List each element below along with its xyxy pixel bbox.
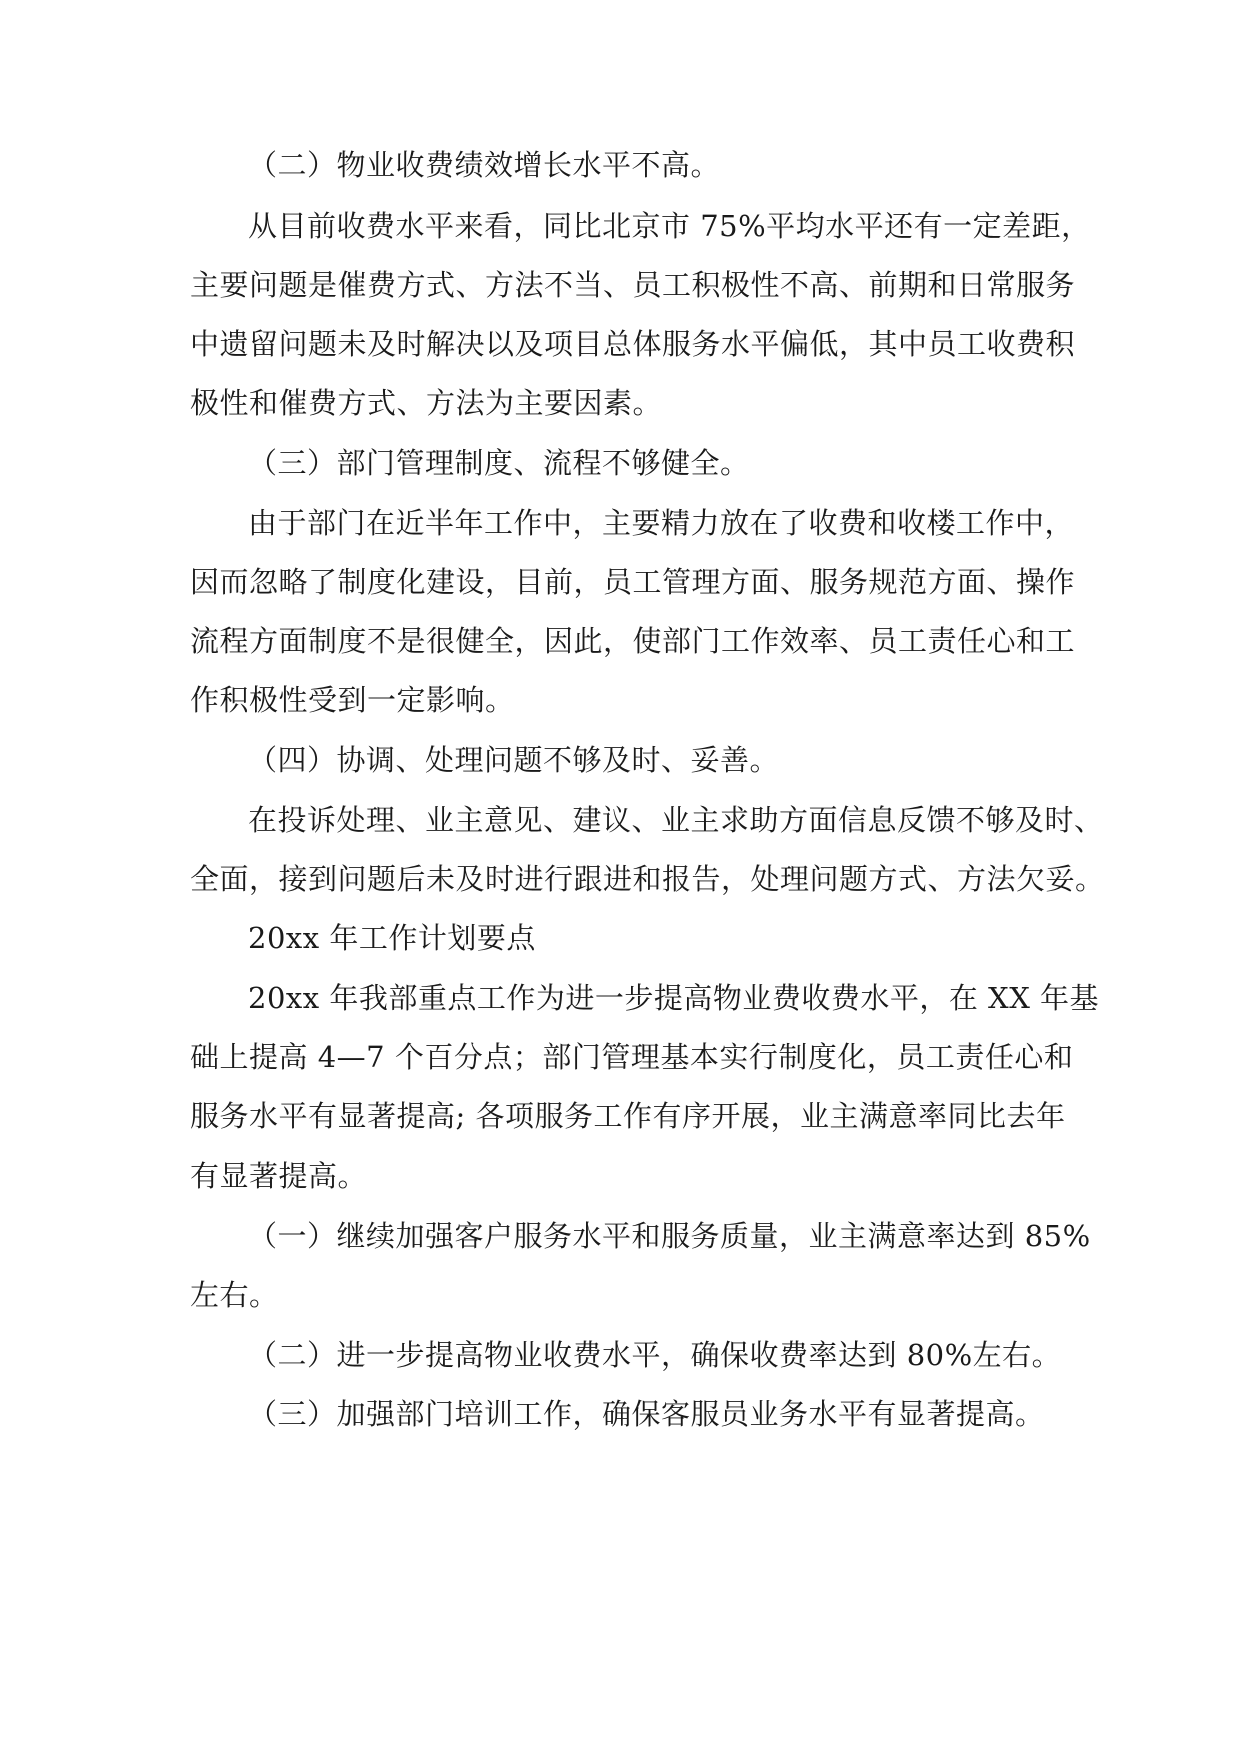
paragraph-line: 全面，接到问题后未及时进行跟进和报告，处理问题方式、方法欠妥。 [190,862,1105,896]
section-heading-4: （四）协调、处理问题不够及时、妥善。 [248,743,780,777]
paragraph-line: 从目前收费水平来看，同比北京市 75%平均水平还有一定差距， [248,209,1091,243]
plan-item-2: （二）进一步提高物业收费水平，确保收费率达到 80%左右。 [248,1338,1062,1372]
paragraph-line: 在投诉处理、业主意见、建议、业主求助方面信息反馈不够及时、 [248,803,1104,837]
paragraph-line: 由于部门在近半年工作中，主要精力放在了收费和收楼工作中， [248,506,1075,540]
plan-item-1: （一）继续加强客户服务水平和服务质量，业主满意率达到 85% [248,1219,1091,1253]
plan-heading: 20xx 年工作计划要点 [248,921,536,955]
paragraph-line: 流程方面制度不是很健全，因此，使部门工作效率、员工责任心和工 [190,624,1076,658]
plan-item-1-continued: 左右。 [190,1278,279,1312]
section-heading-3: （三）部门管理制度、流程不够健全。 [248,446,750,480]
paragraph-line: 极性和催费方式、方法为主要因素。 [190,386,663,420]
paragraph-line: 主要问题是催费方式、方法不当、员工积极性不高、前期和日常服务 [190,268,1076,302]
paragraph-line: 有显著提高。 [190,1159,368,1193]
paragraph-line: 作积极性受到一定影响。 [190,683,515,717]
paragraph-line: 因而忽略了制度化建设，目前，员工管理方面、服务规范方面、操作 [190,565,1076,599]
paragraph-line: 础上提高 4—7 个百分点；部门管理基本实行制度化，员工责任心和 [190,1040,1074,1074]
paragraph-line: 20xx 年我部重点工作为进一步提高物业费收费水平，在 XX 年基 [248,981,1100,1015]
paragraph-line: 中遗留问题未及时解决以及项目总体服务水平偏低，其中员工收费积 [190,327,1076,361]
plan-item-3: （三）加强部门培训工作，确保客服员业务水平有显著提高。 [248,1397,1045,1431]
paragraph-line: 服务水平有显著提高; 各项服务工作有序开展，业主满意率同比去年 [190,1099,1066,1133]
section-heading-2: （二）物业收费绩效增长水平不高。 [248,148,721,182]
